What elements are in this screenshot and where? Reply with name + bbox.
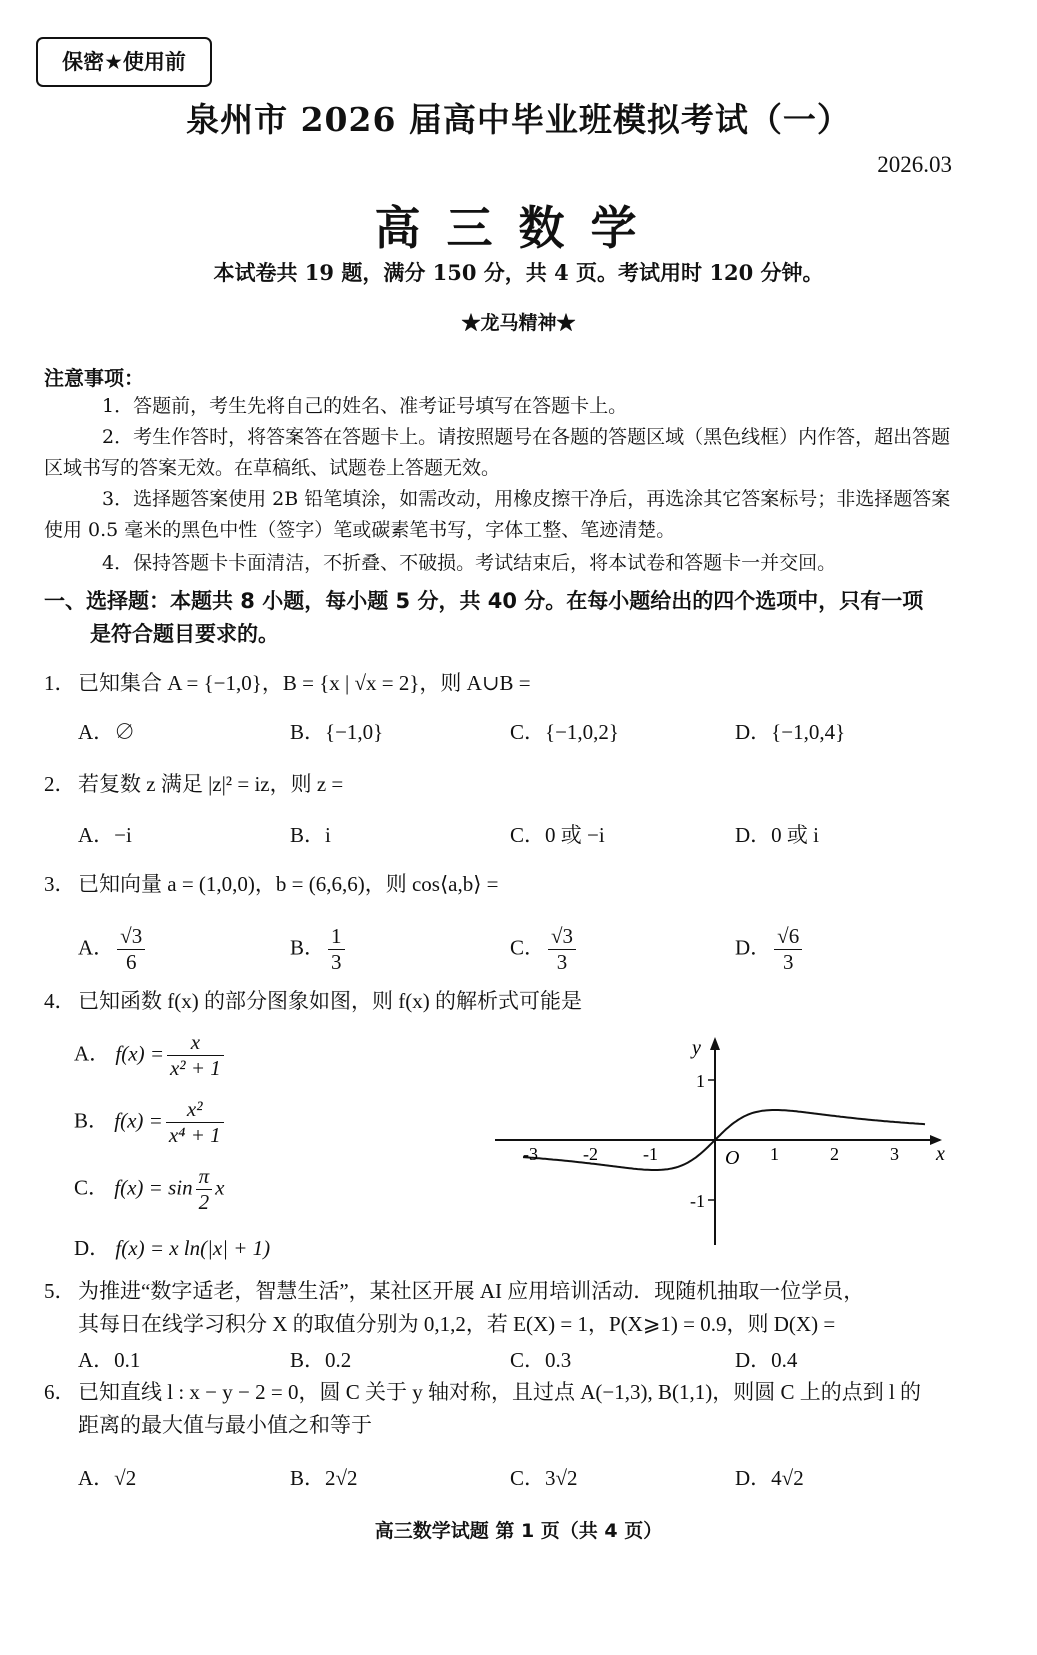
question-4-option-c: C． f(x) = sin $\frac{\pi}{2}$ x: [74, 1164, 225, 1214]
question-5-option-a: A．0.1: [78, 1348, 141, 1372]
y-tick-label-1: 1: [696, 1071, 705, 1091]
motto: ★龙马精神★: [461, 312, 576, 334]
confidential-label: 保密★使用前: [36, 37, 212, 87]
question-5-stem-line2: 其每日在线学习积分 X 的取值分别为 0,1,2，若 E(X) = 1，P(X⩾1) = 0.9，则 D(X) =: [78, 1312, 836, 1336]
notice-item-2: 2．考生作答时，将答案答在答题卡上。请按照题号在各题的答题区域（黑色线框）内作答，超出答题区域书写的答案无效。在草稿纸、试题卷上答题无效。: [44, 426, 951, 479]
question-5-option-b: B．0.2: [290, 1348, 352, 1372]
question-1-stem: 1． 已知集合 A = {−1,0}，B = {x | √x = 2}，则 A∪B =: [44, 671, 531, 695]
question-5-option-c: C．0.3: [510, 1348, 572, 1372]
x-axis-label: x: [936, 1143, 945, 1165]
notice-item-3: 3．选择题答案使用 2B 铅笔填涂，如需改动，用橡皮擦干净后，再选涂其它答案标号；非选择题答案使用 0.5 毫米的黑色中性（签字）笔或碳素笔书写，字体工整、笔迹清楚。: [44, 488, 951, 541]
question-3-option-d: D． $\frac{√6}{3}$: [735, 924, 805, 975]
question-3-option-a: A． $\frac{√3}{6}$: [78, 924, 148, 975]
origin-label: O: [725, 1147, 740, 1169]
exam-info: 本试卷共 19 题，满分 150 分，共 4 页。考试用时 120 分钟。: [213, 260, 824, 285]
question-1-option-d: D．{−1,0,4}: [735, 720, 846, 744]
question-4-option-a: A． f(x) = $\frac{x}{\text{x² + 1}}$: [74, 1030, 227, 1081]
exam-date: 2026.03: [877, 152, 952, 177]
question-2-option-a: A．−i: [78, 823, 132, 847]
question-1-option-c: C．{−1,0,2}: [510, 720, 620, 744]
question-2-stem: 2． 若复数 z 满足 |z|² = iz，则 z =: [44, 772, 344, 796]
exam-title: 泉州市 2026 届高中毕业班模拟考试（一）: [186, 100, 851, 139]
question-6-stem: 6． 已知直线 l : x − y − 2 = 0，圆 C 关于 y 轴对称，且过点 A(−1,3), B(1,1)，则圆 C 上的点到 l 的: [44, 1380, 922, 1404]
question-4-option-d: D． f(x) = x ln(|x| + 1): [74, 1236, 271, 1260]
notice-item-4: 4．保持答题卡卡面清洁，不折叠、不破损。考试结束后，将本试卷和答题卡一并交回。: [102, 552, 837, 574]
question-6-option-d: D．4√2: [735, 1466, 804, 1490]
question-1-option-a: A．∅: [78, 720, 136, 744]
y-axis-label: y: [692, 1037, 701, 1059]
question-5-stem: 5． 为推进“数字适老，智慧生活”，某社区开展 AI 应用培训活动．现随机抽取一位学员，: [44, 1279, 865, 1303]
x-tick-label-3: 3: [890, 1144, 899, 1164]
question-1-option-b: B．{−1,0}: [290, 720, 384, 744]
function-graph: [490, 1030, 950, 1255]
x-tick-label-minus-2: -2: [583, 1144, 598, 1164]
question-2-option-c: C．0 或 −i: [510, 823, 605, 847]
question-3-stem: 3． 已知向量 a = (1,0,0)，b = (6,6,6)，则 cos⟨a,b⟩ =: [44, 872, 499, 896]
notice-heading: 注意事项：: [44, 366, 144, 390]
question-6-option-a: A．√2: [78, 1466, 137, 1490]
question-6-option-b: B．2√2: [290, 1466, 358, 1490]
question-3-option-b: B． $\frac{1}{3}$: [290, 924, 348, 975]
subject-title: 高三数学: [374, 201, 663, 255]
notice-item-1: 1．答题前，考生先将自己的姓名、准考证号填写在答题卡上。: [102, 395, 628, 417]
question-4-option-b: B． f(x) = $\frac{\text{x²}}{\text{x⁴ + 1}}$: [74, 1097, 227, 1148]
x-tick-label-1: 1: [770, 1144, 779, 1164]
x-tick-label-minus-1: -1: [643, 1144, 658, 1164]
question-6-option-c: C．3√2: [510, 1466, 578, 1490]
y-axis-arrow: [710, 1037, 720, 1050]
x-tick-label-2: 2: [830, 1144, 839, 1164]
y-tick-label-minus-1: -1: [690, 1191, 705, 1211]
question-5-option-d: D．0.4: [735, 1348, 798, 1372]
question-4-stem: 4． 已知函数 f(x) 的部分图象如图，则 f(x) 的解析式可能是: [44, 989, 582, 1013]
question-6-stem-line2: 距离的最大值与最小值之和等于: [78, 1413, 372, 1437]
x-tick-label-minus-3: -3: [523, 1144, 538, 1164]
section-heading: 一、选择题：本题共 8 小题，每小题 5 分，共 40 分。在每小题给出的四个选项中，只有一项 是符合题目要求的。: [44, 589, 924, 646]
question-3-option-c: C． $\frac{√3}{3}$: [510, 924, 579, 975]
question-2-option-b: B．i: [290, 823, 331, 847]
question-2-option-d: D．0 或 i: [735, 823, 819, 847]
page-footer: 高三数学试题 第 1 页（共 4 页）: [374, 1520, 663, 1542]
